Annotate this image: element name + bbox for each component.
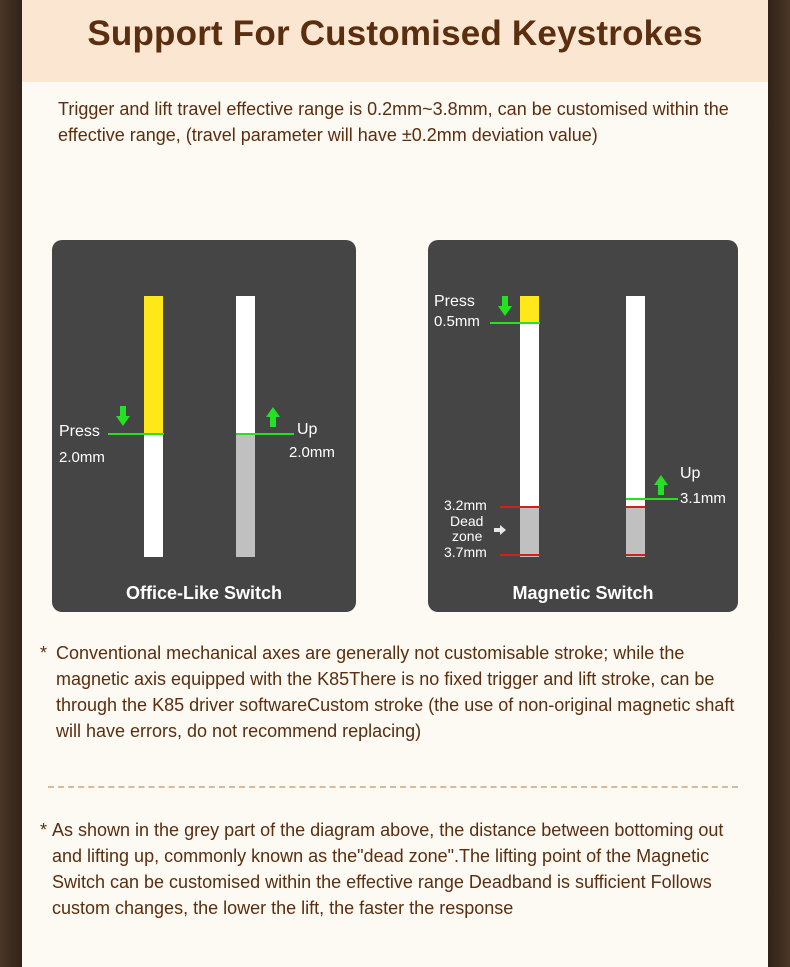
arrow-down-icon xyxy=(498,296,512,316)
up-point-line xyxy=(236,433,294,435)
office-press-value: 2.0mm xyxy=(59,449,105,466)
magnetic-switch-label: Magnetic Switch xyxy=(512,583,654,603)
office-press-bar xyxy=(144,296,163,557)
office-up-bar xyxy=(236,296,255,557)
note-dead-zone xyxy=(40,817,740,921)
magnetic-up-label: Up xyxy=(680,465,701,482)
magnetic-press-label: Press xyxy=(434,293,475,310)
magnetic-up-dead-top xyxy=(626,506,645,508)
up-travel-fill xyxy=(236,434,255,557)
magnetic-press-fill xyxy=(520,296,539,323)
office-press-label: Press xyxy=(59,423,100,440)
dead-zone-fill xyxy=(520,508,539,557)
note-bullet: * xyxy=(40,643,48,663)
magnetic-switch-panel xyxy=(428,240,738,612)
magnetic-up-line xyxy=(626,498,678,500)
intro-text: Trigger and lift travel effective range is 0.2mm~3.8mm, can be customised within the effective range, (travel parameter will have ±0.2mm deviation value) xyxy=(58,99,729,145)
arrow-down-icon xyxy=(116,406,130,426)
magnetic-press-line xyxy=(490,322,540,324)
magnetic-up-dead-bottom xyxy=(626,554,645,556)
page-title: Support For Customised Keystrokes xyxy=(87,14,703,53)
dead-zone-top-value: 3.2mm xyxy=(444,497,487,513)
dead-zone-top-line xyxy=(500,506,540,508)
dead-zone-label-1: Dead xyxy=(450,513,484,529)
dead-zone-bottom-line xyxy=(500,554,540,556)
dead-zone-label-2: zone xyxy=(452,528,483,544)
office-switch-label: Office-Like Switch xyxy=(125,583,283,603)
office-switch-panel xyxy=(52,240,356,612)
divider xyxy=(48,786,738,788)
note-conventional xyxy=(40,640,754,744)
magnetic-up-value: 3.1mm xyxy=(680,490,726,507)
magnetic-press-bar xyxy=(520,296,539,557)
press-travel-fill xyxy=(144,296,163,434)
magnetic-up-grey-fill xyxy=(626,508,645,557)
arrow-up-icon xyxy=(654,475,668,495)
content-card xyxy=(22,0,768,967)
magnetic-up-bar xyxy=(626,296,645,557)
office-up-label: Up xyxy=(297,421,318,438)
press-point-line xyxy=(108,433,164,435)
magnetic-press-value: 0.5mm xyxy=(434,313,480,330)
dead-zone-bottom-value: 3.7mm xyxy=(444,544,487,560)
office-up-value: 2.0mm xyxy=(289,444,335,461)
arrow-up-icon xyxy=(266,407,280,427)
note-conventional-text: Conventional mechanical axes are generally not customisable stroke; while the magnetic axis equipped with the K85There is no fixed trigger and lift stroke, can be through the K85 driver softwareCustom stroke (the use of non-original magnetic shaft will have errors, do not recommend replacing) xyxy=(56,643,735,741)
note-dead-zone-text: As shown in the grey part of the diagram above, the distance between bottoming out and lifting up, commonly known as the"dead zone".The lifting point of the Magnetic Switch can be customised within the effective range Deadband is sufficient Follows custom changes, the lower the lift, the faster the response xyxy=(52,820,724,918)
note-bullet: * xyxy=(40,820,48,840)
arrow-right-icon xyxy=(494,525,506,535)
title-bar xyxy=(22,0,768,82)
